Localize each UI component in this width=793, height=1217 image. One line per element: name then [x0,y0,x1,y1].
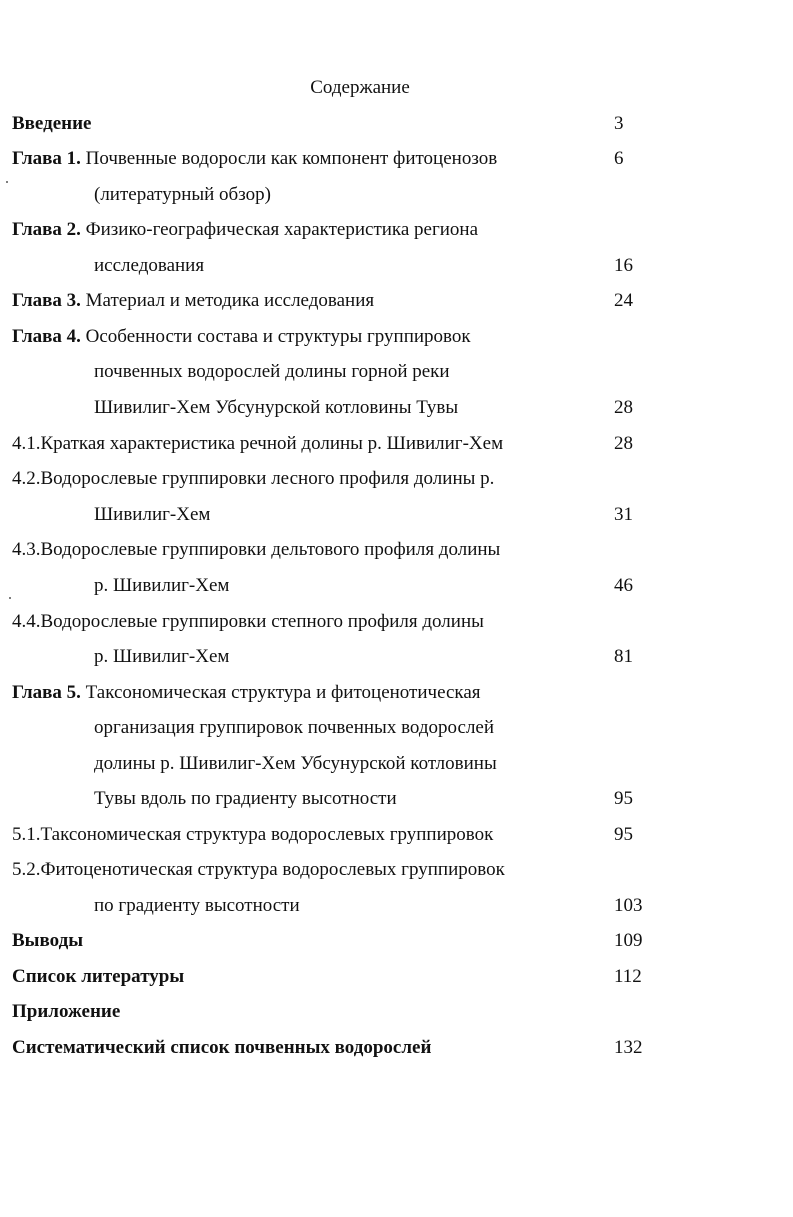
chapter-title: Особенности состава и структуры группировок [85,326,471,347]
toc-entry-continuation: Тувы вдоль по градиенту высотности [94,788,397,809]
toc-page-number: 16 [614,255,633,276]
toc-page-number: 95 [614,788,633,809]
toc-page-number: 46 [614,575,633,596]
toc-page-number: 95 [614,824,633,845]
chapter-title: Таксономическая структура и фитоценотическая [85,682,481,703]
toc-entry-section-5-1: 5.1.Таксономическая структура водорослевых группировок [12,824,494,845]
toc-entry-continuation: исследования [94,255,205,276]
chapter-label: Глава 1. [12,148,81,169]
toc-entry-continuation: почвенных водорослей долины горной реки [94,361,450,382]
toc-entry-continuation: по градиенту высотности [94,895,300,916]
chapter-label: Глава 4. [12,326,81,347]
toc-page-number: 6 [614,148,624,169]
toc-page-number: 31 [614,504,633,525]
chapter-title: Физико-географическая характеристика региона [85,219,479,240]
toc-entry-chapter-2 [12,218,478,242]
toc-entry-introduction: Введение [12,113,92,134]
toc-page-number: 109 [614,930,643,951]
toc-entry-continuation: долины р. Шивилиг-Хем Убсунурской котловины [94,753,497,774]
scan-speck [9,597,11,599]
chapter-label: Глава 5. [12,682,81,703]
toc-entry-section-4-2: 4.2.Водорослевые группировки лесного профиля долины р. [12,468,495,489]
toc-page-number: 28 [614,397,633,418]
toc-entry-section-4-4: 4.4.Водорослевые группировки степного профиля долины [12,611,484,632]
toc-entry-section-5-2: 5.2.Фитоценотическая структура водорослевых группировок [12,859,505,880]
chapter-title: Материал и методика исследования [85,290,375,311]
toc-page-number: 112 [614,966,642,987]
toc-entry-chapter-3 [12,289,374,313]
toc-entry-conclusions: Выводы [12,930,84,951]
toc-entry-continuation: Шивилиг-Хем [94,504,211,525]
toc-entry-continuation: (литературный обзор) [94,184,271,205]
toc-entry-systematic-list: Систематический список почвенных водорослей [12,1037,432,1058]
chapter-label: Глава 3. [12,290,81,311]
toc-entry-chapter-4 [12,325,471,349]
toc-entry-continuation: организация группировок почвенных водорослей [94,717,495,738]
chapter-title: Почвенные водоросли как компонент фитоценозов [85,148,498,169]
toc-page-number: 3 [614,113,624,134]
toc-entry-continuation: р. Шивилиг-Хем [94,575,230,596]
toc-title: Содержание [310,77,410,98]
toc-page-number: 103 [614,895,643,916]
scan-speck [6,181,8,183]
chapter-label: Глава 2. [12,219,81,240]
toc-entry-appendix: Приложение [12,1001,121,1022]
toc-entry-chapter-1 [12,147,497,171]
toc-entry-continuation: р. Шивилиг-Хем [94,646,230,667]
toc-entry-continuation: Шивилиг-Хем Убсунурской котловины Тувы [94,397,459,418]
toc-page-number: 132 [614,1037,643,1058]
toc-entry-chapter-5 [12,681,481,705]
toc-entry-references: Список литературы [12,966,185,987]
toc-page-number: 24 [614,290,633,311]
toc-entry-section-4-3: 4.3.Водорослевые группировки дельтового профиля долины [12,539,501,560]
toc-page-number: 81 [614,646,633,667]
toc-entry-section-4-1: 4.1.Краткая характеристика речной долины р. Шивилиг-Хем [12,433,504,454]
toc-page-number: 28 [614,433,633,454]
